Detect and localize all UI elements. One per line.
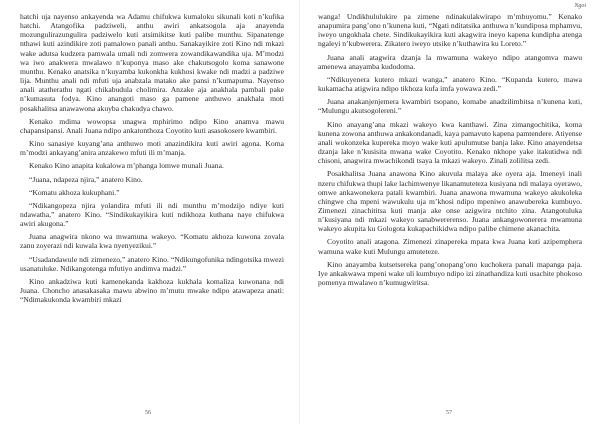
paragraph: hatchi uja nayenso ankayenda wa Adamu chifukwa kumaloku sikunali koti n’kufika hatchi. Atangofika padziweli, anthu awiri ankatsogola aja anayenda mozungulirazungulira padziwelo kuti atsimikitse kuti palibe munthu. Sipanatenge nthawi kuti azindikire zoti pamalowo panali anthu. Sanakayikire zoti Kino ndi mkazi wake adutsa kudzera pamwala umali ndi zomwera zowandikawandika uja. M’modzi wa iwo anakwera mwalawo n’kuponya maso ake chakutsogolo koma sanawone munthu. Kenako anatsika n’kuyamba kukonkha kukhosi kwake ndi madzi a padziwe lija. Munthu anali ndi mfuti uja anabzala matako ake pansi n’kumapuma. Nayenso anali atatherathu ngati chikabudula cholimira. Anzake aja anakhala pambali pake n’kumasuta fodya. Kino anangoti maso ga pamene anthuwo anakhala moti posakhalitsa anawawona akuyba chakudya chawo. [20,12,284,113]
paragraph: Kino anayang’ana mkazi wakeyo kwa kanthawi. Zina zimangochitika, koma kunena zowona anthuwa ankakondanadi, kaya pamavuto kapena pamtendere. Atiyense anali wokonzeka kupereka moyo wake kuti apulumutse banja lake. Kino anayendetsa dzanja lake n’kusisita mwana wake Coyotito. Kenako nkhope yake itakutidwa ndi chisoni, anagwira mwachikondi tsaya la mkazi wakeyo. Zinali zolilitsa zedi. [318,119,582,166]
paragraph: wanga! Undikhululukire pa zimene ndinakulakwirapo m’mbuyomu.” Kenako anapumira pang’ono n’kunena kuti, “Ngati nditatsika anthuwa n’kundiposa mphamvu, iweyo ungokhala chete. Sindikukayikira kuti akagwira ineyo kapena kundipha atenga ngaleyi n’kubwerera. Zikatero iweyo utsike n’kuthawira ku Loreto.” [318,12,582,49]
paragraph: Juana anakanjenjemera kwambiri tsopano, komabe anadzilimbitsa n’kunena kuti, “Mulungu akutsogolereni.” [318,97,582,116]
paragraph: “Ndikangopeza njira yolandira mfuti ili ndi munthu m’modzijo ndiye kuti ndawatha,” anatero Kino. “Sindikukayikira kuti ndikhoza kuthana naye chifukwa awiri akugona.” [20,200,284,229]
paragraph: Juana anagwira nkono wa mwamuna wakeyo. “Komatu akhoza kuwona zovala zanu zoyerazi ndi kuwala kwa nyenyezikui.” [20,232,284,251]
paragraph: Kino ankadziwa kuti kamenekanda kakhoza kukhala komaliza kuwonana ndi Juana. Choncho anasakasaka mawu abwino m’mutu mwake ndipo atawapeza anati: “Ndimakukonda kwambiri mkazi [20,276,284,305]
paragraph: Kino anayamba kutsetsereka pang’onopang’ono kuchokera panali mapanga paja. Iye ankakwawa mpeni wake uli kumbuyo ndipo izi zinathandiza kuti usachite phokoso pomenya mwalawo n’kumugwiritsa. [318,259,582,288]
paragraph: Kenako Kino anapita kukalowa m’phanga lomwe munali Juana. [29,161,224,171]
right-page [300,0,600,424]
running-head: Ngoi [574,3,586,9]
paragraph: Coyotito anali atagona. Zimenezi zinapereka mpata kwa Juana kuti azipemphera wamuna wake kuti Mulungu amuteteze. [318,237,582,256]
right-page-text [318,12,582,287]
paragraph: Juana anali atagwira dzanja la mwamuna wakeyo ndipo atangomva mawu amenewa anayamba kudodoma. [318,52,582,71]
paragraph: Kenako mdima wowopsa unagwa mphirimo ndipo Kino anamva mawu chapansipansi. Anali Juana ndipo ankatonthoza Coyotito kuti asasokosere kwambiri. [20,116,284,135]
paragraph: “Ndikuyenera kutero mkazi wanga,” anatero Kino. “Kupanda kutero, mawa kukamacha atigwira ndipo tikhoza kufa imfa yowawa zedi.” [318,74,582,94]
paragraph: Kino sanasiye kuyang’ana anthuwo moti anazindikira kuti awiri agona. Koma m’modzi ankayang’anira anzakewo mfuti ili m’manja. [20,139,284,158]
paragraph: “Juana, ndapeza njira,” anatero Kino. [29,174,143,184]
paragraph: “Usadandawule ndi zimenezo,” anatero Kino. “Ndikungofunika ndingotsika mwezi usanatuluke. Ndikangotenga mfutiyo andimva madzi.” [20,254,284,273]
left-page-text [20,12,284,304]
paragraph: Posakhalitsa Juana anawona Kino akuvula malaya ake oyera aja. Imeneyi inali nzeru chifukwa thupi lake lachimwenye likanamuteteza kusiyana ndi malaya oyerawo, omwe ankawonekera patali kwambiri. Juana anawona mwamuna wakeyo akukoleka chingwe cha mpeni wawukulu uja m’khosi ndipo mpeniwo anawubereka kumbuyo. Zimenezi zinachititsa kuti manja ake onse azigwira ntchito zina. Atangotuluka n’kusiyana ndi mkazi wakeyo sanabwererenso. Juana ankangowonerera mwamuna wakeyo akupita ku Gologota kukapachikidwa ndipo palibe chimene akanachita. [318,169,582,234]
paragraph: “Komatu akhoza kukuphani.” [29,187,120,197]
page-number: 57 [446,410,452,416]
page-number: 56 [145,410,151,416]
